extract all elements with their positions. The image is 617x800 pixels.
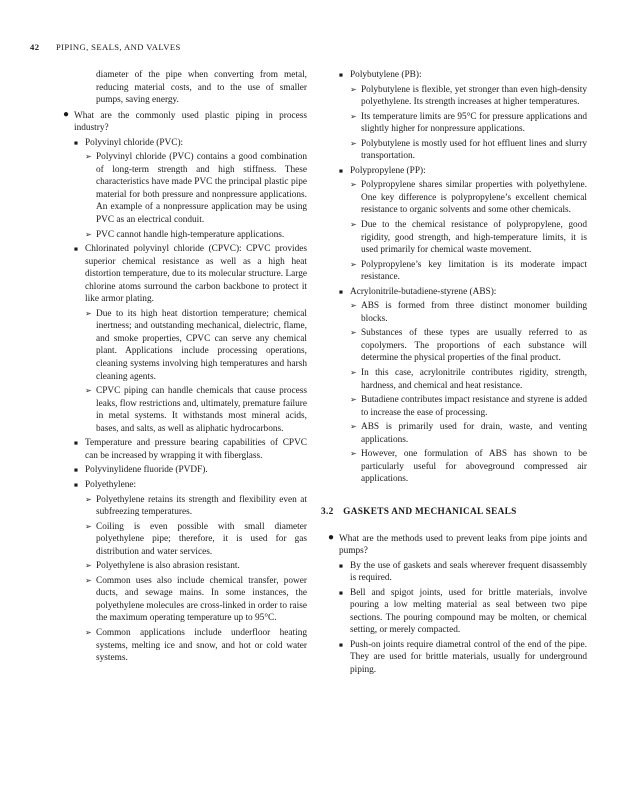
sub-bullet-item (85, 560, 307, 573)
arrow-bullet-icon: ➢ (350, 220, 357, 230)
bullet-item (74, 437, 307, 462)
sub-bullet-item (350, 367, 587, 392)
arrow-bullet-icon: ➢ (85, 575, 92, 585)
arrow-bullet-icon: ➢ (85, 494, 92, 504)
item-text: Polyethylene is also abrasion resistant. (96, 561, 240, 572)
sub-bullet-item (85, 229, 307, 242)
item-text: However, one formulation of ABS has shown to be particularly useful for aboveground compressed air applications. (361, 449, 587, 485)
bullet-item (339, 69, 587, 82)
bullet-item (339, 587, 587, 637)
bullet-square-icon: ■ (74, 440, 78, 448)
section-title: GASKETS AND MECHANICAL SEALS (343, 506, 517, 517)
running-title: PIPING, SEALS, AND VALVES (55, 42, 181, 52)
item-text: What are the methods used to prevent leaks from pipe joints and pumps? (339, 533, 587, 557)
bullet-item (339, 286, 587, 299)
item-text: diameter of the pipe when converting from metal, reducing material costs, and to the use of smaller pumps, saving energy. (96, 70, 307, 106)
item-text: Common uses also include chemical transfer, power ducts, and sewage mains. In some instances, the polyethylene molecules are cross-linked in order to raise the maximum operating temperature up to 95°C. (96, 575, 307, 624)
bullet-square-icon: ■ (339, 562, 343, 570)
bullet-square-icon: ■ (74, 481, 78, 489)
arrow-bullet-icon: ➢ (85, 229, 92, 239)
item-text: Polybutylene is flexible, yet stronger than even high-density polyethylene. Its strength increases at higher temperatures. (361, 84, 587, 108)
arrow-bullet-icon: ➢ (85, 561, 92, 571)
sub-bullet-item (85, 151, 307, 226)
arrow-bullet-icon: ➢ (350, 138, 357, 148)
sub-bullet-item (350, 84, 587, 109)
bullet-square-icon: ■ (339, 72, 343, 79)
bullet-square-icon: ■ (339, 589, 343, 597)
item-text: Acrylonitrile-butadiene-styrene (ABS): (350, 286, 497, 297)
bullet-item (339, 639, 587, 677)
item-text: ABS is primarily used for drain, waste, and venting applications. (361, 422, 587, 445)
bullet-square-icon: ■ (74, 246, 78, 254)
sub-bullet-item (350, 394, 587, 419)
sub-bullet-item (85, 385, 307, 435)
running-header (30, 42, 590, 52)
bullet-dot-icon: ● (63, 108, 70, 120)
arrow-bullet-icon: ➢ (85, 627, 92, 637)
item-text: What are the commonly used plastic piping in process industry? (74, 110, 307, 134)
bullet-square-icon: ■ (74, 467, 78, 475)
item-text: Common applications include underfloor heating systems, melting ice and snow, and hot or cold water systems. (96, 627, 307, 664)
sub-bullet-item (350, 138, 587, 163)
arrow-bullet-icon: ➢ (350, 84, 357, 94)
item-text: Its temperature limits are 95°C for pressure applications and slightly higher for nonpressure applications. (361, 111, 587, 135)
item-text: PVC cannot handle high-temperature applications. (96, 229, 285, 240)
item-text: ABS is formed from three distinct monomer building blocks. (361, 301, 587, 324)
arrow-bullet-icon: ➢ (85, 521, 92, 531)
item-text: Bell and spigot joints, used for brittle materials, involve pouring a low melting material as seal between two pipe sections. The pouring compound may be molten, or chemical setting, or merely compacted. (350, 587, 587, 636)
bullet-square-icon: ■ (339, 167, 343, 175)
item-text: Push-on joints require diametral control of the end of the pipe. They are used for brittle materials, usually for underground piping. (350, 639, 587, 675)
left-column (63, 67, 307, 665)
item-text: Polyvinyl chloride (PVC): (85, 137, 184, 148)
item-text: CPVC piping can handle chemicals that cause process leaks, flow restrictions and, ultimately, premature failure in metal systems. It withstands most mineral acids, bases, and salts, as well as aliphatic hydrocarbons. (96, 386, 307, 434)
item-text: Polyvinylidene fluoride (PVDF). (85, 465, 208, 476)
item-text: Polybutylene is mostly used for hot effluent lines and slurry transportation. (361, 138, 587, 162)
paragraph (85, 69, 307, 107)
item-text: Coiling is even possible with small diameter polyethylene pipe; therefore, it is used for gas distribution and water services. (96, 521, 307, 557)
sub-bullet-item (350, 111, 587, 136)
bullet-item (339, 560, 587, 585)
question-item (328, 533, 587, 558)
arrow-bullet-icon: ➢ (350, 422, 357, 432)
bullet-square-icon: ■ (339, 641, 343, 649)
sub-bullet-item (85, 627, 307, 665)
bullet-item (74, 479, 307, 492)
bullet-item (74, 464, 307, 477)
sub-bullet-item (85, 494, 307, 519)
item-text: Polypropylene (PP): (350, 165, 426, 176)
sub-bullet-item (85, 308, 307, 383)
item-text: Polyvinyl chloride (PVC) contains a good combination of long-term strength and high stiffness. These characteristics have made PVC the principal plastic pipe material for both pressure and nonpressure applications. An example of a nonpressure application may be using PVC as an electrical conduit. (96, 152, 307, 226)
arrow-bullet-icon: ➢ (350, 111, 357, 121)
sub-bullet-item (350, 327, 587, 365)
sub-bullet-item (350, 179, 587, 217)
bullet-item (74, 243, 307, 306)
bullet-square-icon: ■ (339, 288, 343, 296)
bullet-item (339, 165, 587, 178)
arrow-bullet-icon: ➢ (350, 328, 357, 338)
sub-bullet-item (350, 219, 587, 257)
question-item (63, 110, 307, 135)
item-text: Substances of these types are usually referred to as copolymers. The proportions of each substance will determine the physical properties of the final product. (361, 328, 587, 364)
arrow-bullet-icon: ➢ (85, 152, 92, 162)
section-number: 3.2 (321, 506, 334, 517)
page-number: 42 (30, 42, 40, 52)
item-text: By the use of gaskets and seals wherever frequent disassembly is required. (350, 560, 587, 584)
sub-bullet-item (350, 448, 587, 486)
arrow-bullet-icon: ➢ (350, 180, 357, 190)
item-text: Due to the chemical resistance of polypropylene, good rigidity, good strength, and high-temperature limits, it is used primarily for chemical waste movement. (361, 220, 587, 256)
arrow-bullet-icon: ➢ (350, 368, 357, 378)
bullet-dot-icon: ● (328, 531, 335, 543)
item-text: Polyethylene: (85, 479, 137, 490)
sub-bullet-item (350, 300, 587, 325)
bullet-item (74, 137, 307, 150)
arrow-bullet-icon: ➢ (350, 301, 357, 311)
sub-bullet-item (85, 575, 307, 625)
sub-bullet-item (350, 421, 587, 446)
right-column (321, 67, 587, 677)
item-text: Due to its high heat distortion temperature; chemical inertness; and outstanding mechanical, dielectric, flame, and smoke properties, CPVC can serve any chemical plant. Applications include processing operations, cleaning systems involving high temperatures and harsh cleaning agents. (96, 308, 307, 382)
item-text: Temperature and pressure bearing capabilities of CPVC can be increased by wrapping it with fiberglass. (85, 438, 307, 461)
arrow-bullet-icon: ➢ (350, 259, 357, 269)
item-text: Polypropylene shares similar properties with polyethylene. One key difference is polypropylene’s excellent chemical resistance to organic solvents and some other chemicals. (361, 180, 587, 216)
item-text: Polyethylene retains its strength and flexibility even at subfreezing temperatures. (96, 494, 307, 518)
section-heading (321, 506, 587, 519)
arrow-bullet-icon: ➢ (85, 308, 92, 318)
arrow-bullet-icon: ➢ (350, 449, 357, 459)
arrow-bullet-icon: ➢ (350, 395, 357, 405)
sub-bullet-item (85, 521, 307, 559)
item-text: In this case, acrylonitrile contributes rigidity, strength, hardness, and chemical and heat resistance. (361, 368, 587, 391)
arrow-bullet-icon: ➢ (85, 386, 92, 396)
bullet-square-icon: ■ (74, 139, 78, 147)
item-text: Butadiene contributes impact resistance and styrene is added to increase the ease of processing. (361, 395, 587, 418)
item-text: Polybutylene (PB): (350, 70, 422, 80)
sub-bullet-item (350, 259, 587, 284)
item-text: Polypropylene’s key limitation is its moderate impact resistance. (361, 259, 587, 283)
item-text: Chlorinated polyvinyl chloride (CPVC): CPVC provides superior chemical resistance as well as a high heat distortion temperature, due to its molecular structure. Large chlorine atoms surround the carbon backbone to protect it like armor plating. (85, 244, 307, 305)
